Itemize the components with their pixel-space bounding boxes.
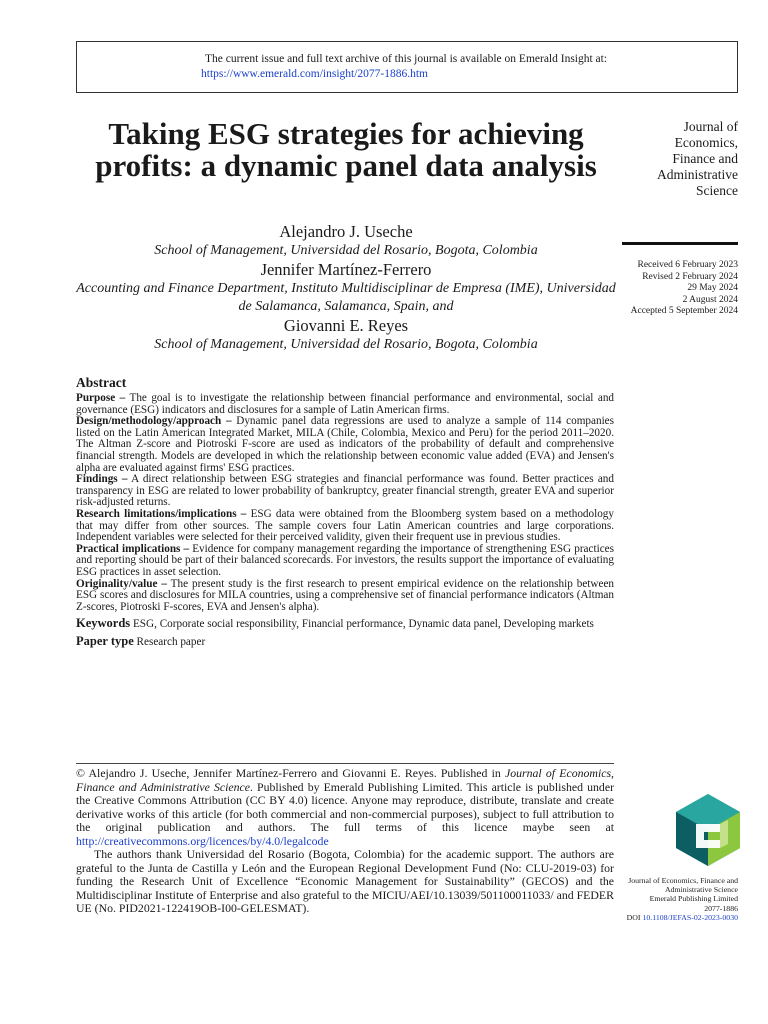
publication-line: Emerald Publishing Limited bbox=[649, 894, 738, 904]
journal-name-line: Journal of bbox=[683, 119, 738, 134]
keywords-text: ESG, Corporate social responsibility, Financial performance, Dynamic data panel, Developing markets bbox=[130, 618, 594, 631]
abstract-practical bbox=[76, 544, 614, 579]
author-name: Jennifer Martínez-Ferrero bbox=[260, 260, 432, 279]
sidebar-divider bbox=[622, 242, 738, 245]
article-title: Taking ESG strategies for achieving profits: a dynamic panel data analysis bbox=[95, 116, 597, 183]
section-label: Practical implications – bbox=[76, 542, 190, 555]
article-history bbox=[600, 260, 738, 318]
acknowledgements: The authors thank Universidad del Rosario (Bogota, Colombia) for the academic support. The authors are grateful to the Junta de Castilla y León and the European Regional Development Fund (No: CLU-2019-03) for funding the Research Unit of Excellence “Economic Management for Sustainability” (GECOS) and the Multidisciplinar Institute of Enterprise and also grateful to the MICIU/AEI/10.13039/501100011033/ and FEDER UE (No. PID2021-122419OB-I00-GELESMAT). bbox=[76, 847, 614, 915]
abstract-limitations bbox=[76, 509, 614, 544]
license-text bbox=[76, 767, 614, 848]
section-label: Originality/value – bbox=[76, 577, 167, 590]
footer-divider bbox=[76, 763, 614, 764]
history-line: 2 August 2024 bbox=[682, 294, 738, 305]
license-part: © Alejandro J. Useche, Jennifer Martínez-Ferrero and Giovanni E. Reyes. Published in bbox=[76, 766, 505, 780]
abstract bbox=[76, 375, 614, 650]
section-text: The goal is to investigate the relationship between financial performance and environmental, social and governance (ESG) indicators and disclosures for a sample of Latin American firms. bbox=[76, 392, 615, 416]
journal-name-line: Administrative bbox=[657, 167, 738, 182]
license-part: . Published by Emerald Publishing Limited. This article is published under the Creative Commons Attribution (CC BY 4.0) licence. Anyone may reproduce, distribute, translate and create derivative works of this article (for both commercial and non-commercial purposes), subject to full attribution to the original publication and authors. The full terms of this licence maybe seen at bbox=[76, 779, 614, 834]
author-affiliation: Accounting and Finance Department, Instituto Multidisciplinar de Empresa (IME), Universidad de Salamanca, Salamanca, Spain, and bbox=[76, 281, 616, 314]
history-line: Revised 2 February 2024 bbox=[642, 271, 738, 282]
keywords bbox=[76, 616, 614, 632]
paper-type-label: Paper type bbox=[76, 634, 134, 649]
history-line: 29 May 2024 bbox=[687, 283, 738, 293]
abstract-originality bbox=[76, 579, 614, 614]
author-affiliation: School of Management, Universidad del Rosario, Bogota, Colombia bbox=[154, 337, 538, 352]
section-label: Purpose – bbox=[76, 392, 126, 404]
archive-notice bbox=[76, 41, 738, 93]
paper-type-text: Research paper bbox=[133, 636, 206, 649]
publication-line: Journal of Economics, Finance and bbox=[628, 876, 738, 885]
publication-line: Administrative Science bbox=[665, 885, 738, 895]
author-block bbox=[76, 222, 616, 354]
author-affiliation: School of Management, Universidad del Rosario, Bogota, Colombia bbox=[154, 243, 538, 258]
journal-name-line: Science bbox=[696, 183, 738, 198]
section-text: The present study is the first research to present empirical evidence on the relationship between ESG scores and disclosures for MILA countries, using a comprehensive set of financial performance indicators (Altman Z-scores, Piotroski F-scores, EVA and Jensen's alpha). bbox=[76, 577, 614, 613]
abstract-heading: Abstract bbox=[76, 375, 127, 390]
publication-line: 2077-1886 bbox=[704, 903, 738, 913]
history-line: Received 6 February 2023 bbox=[637, 260, 738, 270]
abstract-purpose bbox=[76, 393, 614, 416]
license-link[interactable]: http://creativecommons.org/licences/by/4.0/legalcode bbox=[76, 833, 329, 848]
section-label: Findings – bbox=[76, 473, 128, 486]
author-name: Giovanni E. Reyes bbox=[283, 316, 409, 335]
section-label: Research limitations/implications – bbox=[76, 507, 247, 520]
abstract-findings bbox=[76, 474, 614, 509]
journal-title-italic: Journal of Economics, Finance and Administrative Science bbox=[76, 766, 615, 794]
doi-line bbox=[600, 913, 738, 922]
journal-name bbox=[622, 119, 738, 199]
section-label: Design/methodology/approach – bbox=[76, 415, 232, 428]
section-text: Evidence for company management regarding the importance of strengthening ESG practices and reporting should be part of their balanced scorecards. For investors, the results support the importance of evaluating ESG practices in asset selection. bbox=[76, 542, 614, 578]
license-block bbox=[76, 767, 614, 916]
section-text: ESG data were obtained from the Bloomberg system based on a methodology that may differ from other sources. The sample covers four Latin American countries and large corporations. Independent variables were selected for their perceived validity, given their frequent use in previous studies. bbox=[76, 507, 614, 544]
keywords-label: Keywords bbox=[76, 616, 131, 631]
archive-notice-text: The current issue and full text archive of this journal is available on Emerald Insight at: bbox=[205, 53, 608, 65]
section-text: Dynamic panel data regressions are used to analyze a sample of 114 companies listed on the Latin American Integrated Market, MILA (Chile, Colombia, Mexico and Peru) for the period 2011–2020. The Altman Z-score and Piotroski F-score are used as indicators of the probability of default and comprehensive financial strength. Models are developed in which the relationship between economic value added (EVA) and Jensen's alpha are evaluated against firms' ESG practices. bbox=[76, 415, 615, 474]
archive-url-link[interactable]: https://www.emerald.com/insight/2077-1886.htm bbox=[201, 68, 428, 80]
doi-label: DOI bbox=[626, 912, 643, 922]
paper-type bbox=[76, 634, 614, 650]
journal-name-line: Finance and bbox=[672, 151, 738, 166]
publication-info bbox=[600, 876, 738, 922]
journal-name-line: Economics, bbox=[674, 135, 738, 150]
emerald-logo-icon bbox=[676, 794, 740, 866]
section-text: A direct relationship between ESG strategies and financial performance was found. Better practices and transparency in ESG are related to lower probability of bankruptcy, greater financial strength, greater EVA and superior risk-adjusted returns. bbox=[76, 473, 614, 509]
history-line: Accepted 5 September 2024 bbox=[630, 306, 738, 316]
abstract-design bbox=[76, 416, 614, 474]
author-name: Alejandro J. Useche bbox=[279, 222, 413, 241]
doi-link[interactable]: 10.1108/JEFAS-02-2023-0030 bbox=[642, 912, 738, 922]
